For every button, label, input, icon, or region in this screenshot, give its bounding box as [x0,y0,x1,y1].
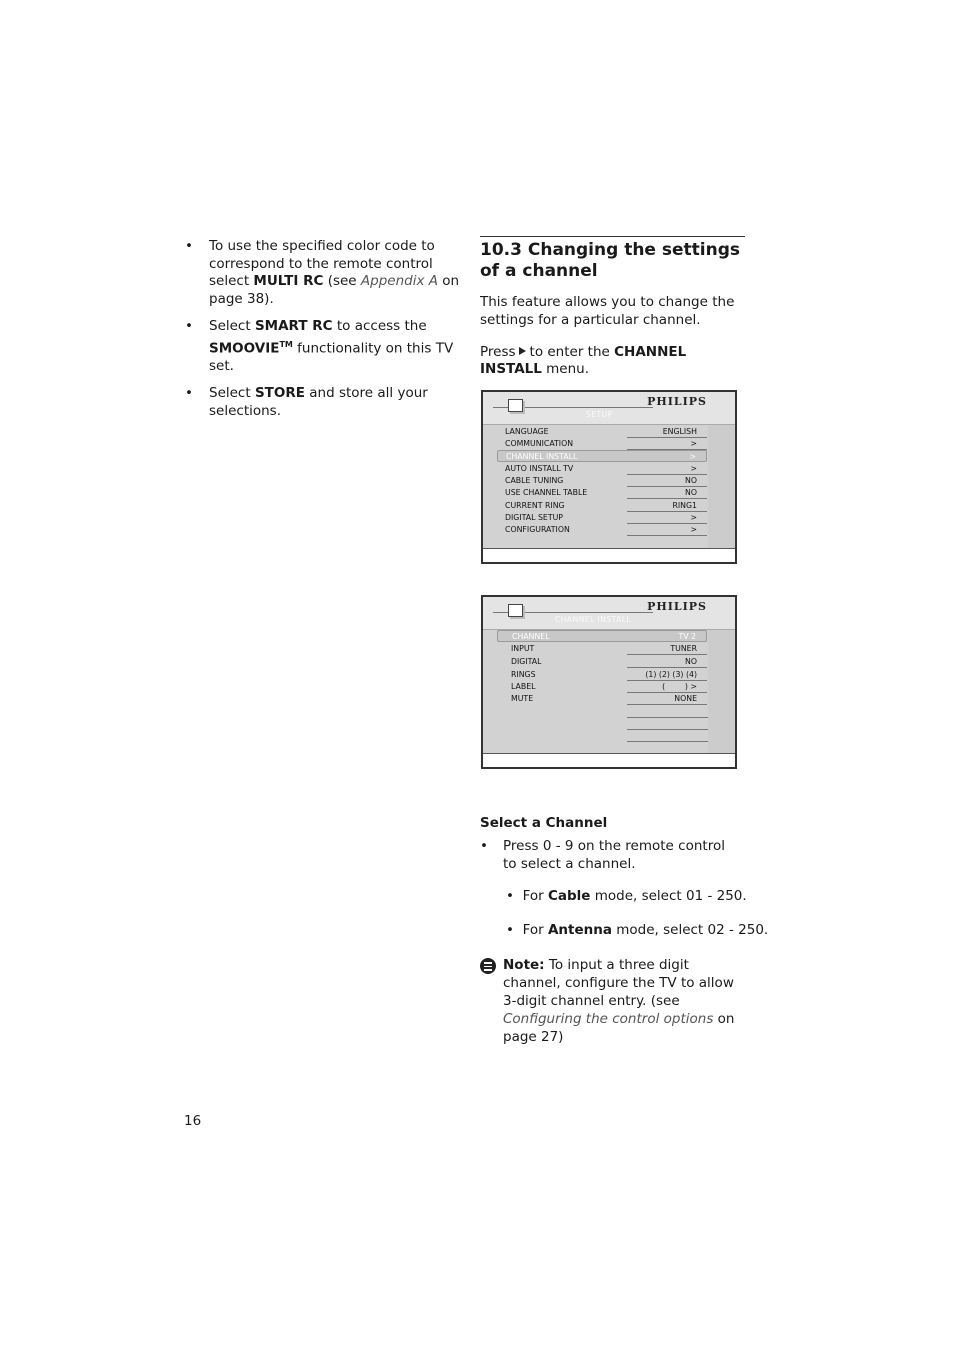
note-icon [480,958,496,974]
configuring-link[interactable]: Configuring the control options [503,1011,714,1027]
section-divider [480,236,745,237]
menu-footer [483,548,735,562]
bullet: • [480,838,488,854]
menu-row-rings[interactable]: RINGS (1) (2) (3) (4) [497,669,707,681]
menu-row-channel[interactable]: CHANNEL TV 2 [497,630,707,642]
menu-body [483,425,711,549]
list-item: • To use the specified color code to correspond to the remote control select MULTI RC (see Appendix A on page 38). [185,238,460,307]
bullet: • [506,888,514,904]
menu-header [483,392,735,425]
menu-body [483,630,711,754]
bullet: • [506,922,514,938]
menu-scrollbar [708,630,735,754]
list-item: • Select STORE and store all your selections. [185,385,428,419]
tv-icon [508,604,523,617]
menu-row-use-channel-table[interactable]: USE CHANNEL TABLE NO [497,487,707,499]
menu-row-digital[interactable]: DIGITAL NO [497,656,707,668]
select-channel-bullet: • Press 0 - 9 on the remote control to select a channel. [480,838,725,872]
right-arrow-icon [519,347,526,355]
bullet: • [185,318,193,334]
setup-menu-screenshot [481,390,737,564]
channel-install-menu-screenshot [481,595,737,769]
empty-row-line [627,741,709,742]
cable-mode-item: • For Cable mode, select 01 - 250. [506,888,747,904]
empty-row-line [627,717,709,718]
tv-icon [508,399,523,412]
menu-row-current-ring[interactable]: CURRENT RING RING1 [497,500,707,512]
menu-header [483,597,735,630]
antenna-mode-item: • For Antenna mode, select 02 - 250. [506,922,769,938]
section-intro: This feature allows you to change the settings for a particular channel. [480,294,735,328]
menu-row-channel-install[interactable]: CHANNEL INSTALL > [497,450,707,462]
menu-row-communication[interactable]: COMMUNICATION > [497,438,707,450]
menu-scrollbar [708,425,735,549]
select-channel-heading: Select a Channel [480,815,608,831]
menu-row-auto-install[interactable]: AUTO INSTALL TV > [497,463,707,475]
appendix-link[interactable]: Appendix A [360,273,438,289]
note-block: Note: To input a three digit channel, configure the TV to allow 3-digit channel entry. (see Configuring the control options on page 27) [480,956,742,1046]
menu-row-mute[interactable]: MUTE NONE [497,693,707,705]
menu-row-input[interactable]: INPUT TUNER [497,643,707,655]
menu-row-digital-setup[interactable]: DIGITAL SETUP > [497,512,707,524]
menu-row-cable-tuning[interactable]: CABLE TUNING NO [497,475,707,487]
menu-footer [483,753,735,767]
page-number: 16 [184,1113,202,1129]
left-bullet-list [185,238,460,430]
menu-row-configuration[interactable]: CONFIGURATION > [497,524,707,536]
bullet: • [185,385,193,401]
empty-row-line [627,729,709,730]
menu-title: CHANNEL INSTALL [555,615,632,624]
menu-title: SETUP [586,410,613,419]
bullet: • [185,238,193,254]
section-title: 10.3 Changing the settings of a channel [480,240,740,281]
list-item: • Select SMART RC to access the SMOOVIE™ functionality on this TV set. [185,318,454,374]
menu-row-language[interactable]: LANGUAGE ENGLISH [497,426,707,438]
menu-row-label[interactable]: LABEL ( ) > [497,681,707,693]
brand-logo: PHILIPS [647,600,707,613]
press-instruction: Press to enter the CHANNEL INSTALL menu. [480,344,687,377]
brand-logo: PHILIPS [647,395,707,408]
